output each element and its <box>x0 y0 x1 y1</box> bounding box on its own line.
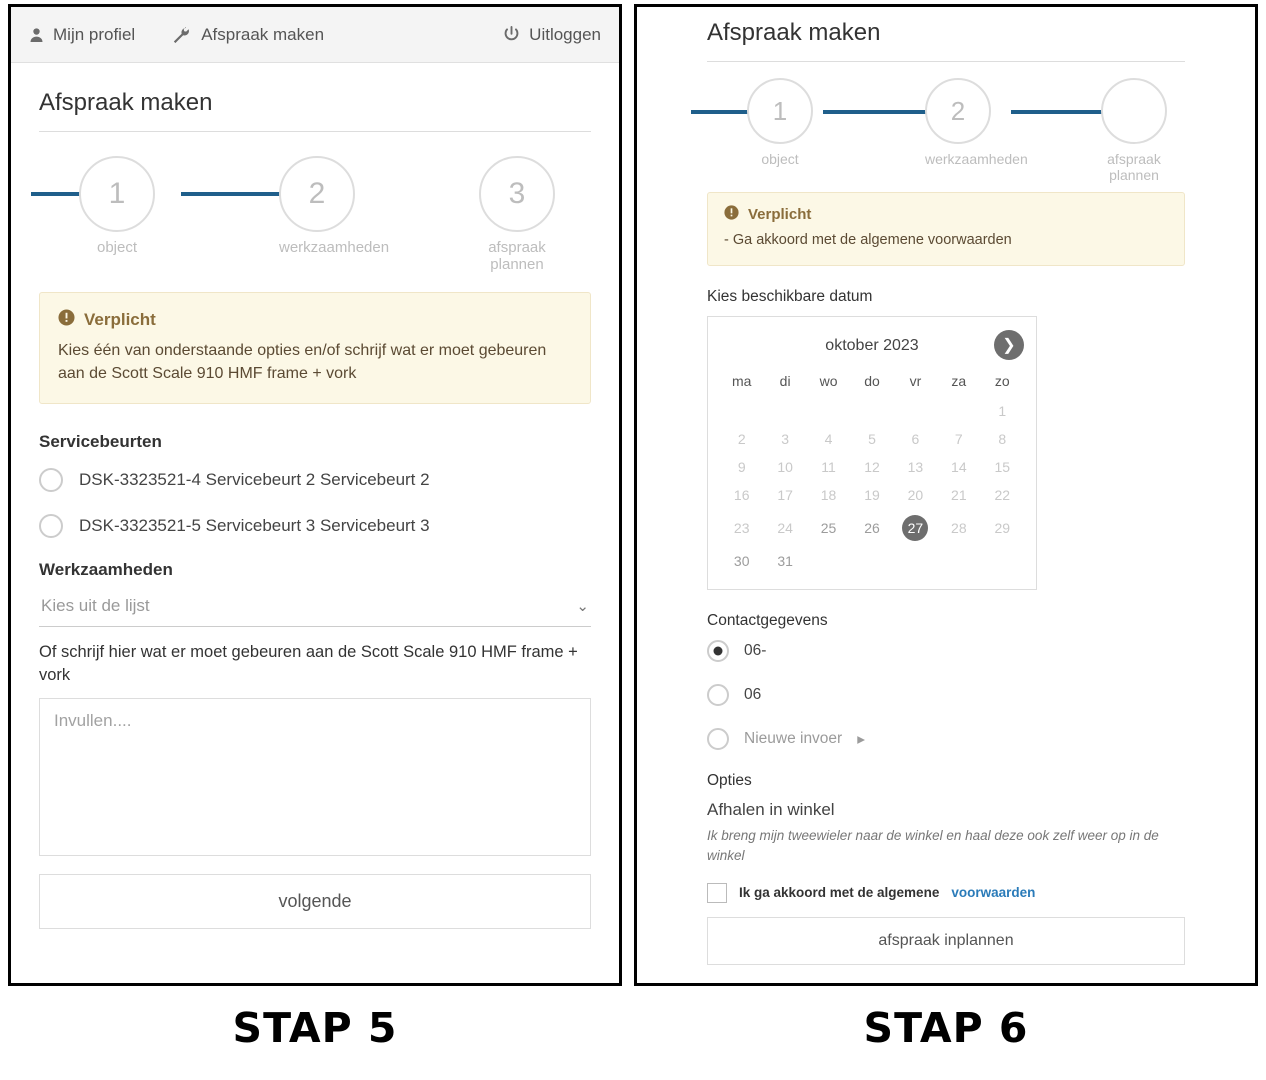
radio-icon[interactable] <box>39 468 63 492</box>
contact-option-1[interactable] <box>707 640 1185 662</box>
calendar-day <box>850 547 893 575</box>
weekday-do: do <box>864 373 880 390</box>
calendar-day: 9 <box>737 459 746 476</box>
calendar-weekday-row <box>720 365 1024 397</box>
contact-option-2-label: 06 <box>744 686 762 704</box>
calendar-day: 29 <box>994 520 1011 537</box>
calendar-day <box>894 397 937 425</box>
calendar-day-available[interactable]: 30 <box>733 553 750 570</box>
options-section-title: Opties <box>707 772 752 790</box>
calendar-day: 24 <box>777 520 793 537</box>
service-option-1-label: DSK-3323521-4 Servicebeurt 2 Servicebeurt 2 <box>79 470 430 490</box>
terms-text: Ik ga akkoord met de algemene <box>739 885 940 901</box>
contact-option-1-label: 06- <box>744 642 767 660</box>
calendar-day: 23 <box>733 520 750 537</box>
step-3-label: afspraak plannen <box>1107 151 1161 183</box>
nav-item-profile-label: Mijn profiel <box>53 24 136 44</box>
radio-icon[interactable] <box>707 728 729 750</box>
warning-icon <box>58 309 75 331</box>
free-text-label: Of schrijf hier wat er moet gebeuren aan de Scott Scale 910 HMF frame + vork <box>39 643 578 684</box>
chevron-down-icon: ⌄ <box>576 598 589 616</box>
calendar-day: 20 <box>907 487 924 504</box>
screenshot-panel-step5 <box>8 4 622 986</box>
calendar-week-row <box>720 509 1024 547</box>
calendar-day <box>937 547 980 575</box>
service-option-2-label: DSK-3323521-5 Servicebeurt 3 Servicebeurt 3 <box>79 516 430 536</box>
step-1[interactable] <box>747 78 813 167</box>
calendar-day: 6 <box>911 431 920 448</box>
calendar-day: 11 <box>821 459 836 476</box>
calendar-week-row <box>720 481 1024 509</box>
required-alert <box>39 292 591 404</box>
user-icon <box>29 27 44 43</box>
next-button[interactable]: volgende <box>39 874 591 929</box>
contact-option-new[interactable] <box>707 728 1185 750</box>
calendar-day <box>720 397 763 425</box>
calendar-day: 12 <box>864 459 880 476</box>
step-2-number: 2 <box>279 156 355 232</box>
calendar-day-available[interactable]: 25 <box>820 520 837 537</box>
calendar-week-row <box>720 453 1024 481</box>
required-alert-step6 <box>707 192 1185 266</box>
calendar-week-row <box>720 397 1024 425</box>
calendar-day: 17 <box>777 487 793 504</box>
calendar-day: 18 <box>820 487 837 504</box>
calendar-day: 10 <box>777 459 793 476</box>
calendar-day: 22 <box>994 487 1011 504</box>
progress-stepper <box>39 156 591 273</box>
terms-row[interactable] <box>707 883 1185 903</box>
calendar-day: 28 <box>951 520 967 537</box>
weekday-vr: vr <box>909 373 922 390</box>
chevron-right-icon[interactable]: ❯ <box>994 330 1024 360</box>
service-option-2[interactable] <box>39 514 591 538</box>
wrench-icon <box>173 27 192 43</box>
required-alert-body: Kies één van onderstaande opties en/of schrijf wat er moet gebeuren aan de Scott Scale 910 HMF frame + vork <box>58 342 547 383</box>
calendar-day: 14 <box>951 459 967 476</box>
top-navigation <box>11 7 619 63</box>
calendar-day <box>850 397 893 425</box>
option-pickup-title: Afhalen in winkel <box>707 800 835 820</box>
power-icon <box>503 26 520 43</box>
caption-step6: STAP 6 <box>863 1004 1029 1052</box>
required-alert-header <box>724 205 1168 224</box>
calendar-day: 2 <box>737 431 746 448</box>
nav-item-appointment[interactable] <box>173 25 324 45</box>
required-alert-title: Verplicht <box>748 206 812 223</box>
nav-item-logout[interactable] <box>503 25 601 45</box>
step-3[interactable] <box>479 156 555 273</box>
calendar-week-row <box>720 425 1024 453</box>
calendar-day-available[interactable]: 26 <box>864 520 880 537</box>
caption-step5: STAP 5 <box>232 1004 398 1052</box>
weekday-za: za <box>951 373 967 390</box>
calendar-day <box>807 547 850 575</box>
screenshot-panel-step6 <box>634 4 1258 986</box>
radio-icon[interactable] <box>707 684 729 706</box>
step-3-number: 3 <box>479 156 555 232</box>
page-title-step6: Afspraak maken <box>707 7 1185 62</box>
calendar-day: 21 <box>951 487 967 504</box>
calendar-day-selected[interactable] <box>894 509 937 547</box>
page-title: Afspraak maken <box>39 63 591 132</box>
required-alert-header <box>58 309 572 331</box>
chevron-right-icon: ▸ <box>857 730 865 748</box>
option-pickup-description: Ik breng mijn tweewieler naar de winkel en haal deze ook zelf weer op in de winkel <box>707 828 1159 864</box>
weekday-di: di <box>779 373 791 390</box>
free-text-area[interactable]: Invullen.... <box>39 698 591 856</box>
calendar-day: 7 <box>954 431 963 448</box>
step-1-label: object <box>96 239 138 256</box>
works-label: Werkzaamheden <box>39 560 173 580</box>
calendar-day <box>807 397 850 425</box>
contact-option-2[interactable] <box>707 684 1185 706</box>
calendar-week-row <box>720 547 1024 575</box>
main-content-step6 <box>637 7 1255 965</box>
radio-icon[interactable] <box>707 640 729 662</box>
contact-section-title: Contactgegevens <box>707 612 828 630</box>
required-alert-body: - Ga akkoord met de algemene voorwaarden <box>724 232 1012 248</box>
calendar-day: 1 <box>998 403 1007 420</box>
calendar-day-selected-number: 27 <box>902 515 928 541</box>
calendar-day: 19 <box>864 487 880 504</box>
step-2-label: werkzaamheden <box>279 239 390 256</box>
calendar-day <box>763 397 806 425</box>
step-1-number: 1 <box>747 78 813 144</box>
calendar-day: 3 <box>781 431 790 448</box>
warning-icon <box>724 205 739 224</box>
nav-item-logout-label: Uitloggen <box>529 24 601 44</box>
required-alert-title: Verplicht <box>84 310 156 329</box>
step-2-label: werkzaamheden <box>925 151 1028 167</box>
nav-item-profile[interactable] <box>29 25 135 45</box>
calendar-day <box>937 397 980 425</box>
calendar-day: 8 <box>998 431 1007 448</box>
progress-stepper-step6 <box>707 78 1185 183</box>
step-1-label: object <box>761 151 799 167</box>
calendar-day: 4 <box>824 431 833 448</box>
calendar-day: 5 <box>868 431 876 448</box>
calendar-header <box>720 327 1024 365</box>
service-option-1[interactable] <box>39 468 591 492</box>
works-select[interactable] <box>39 590 591 627</box>
step-3[interactable] <box>1101 78 1167 183</box>
calendar-day-available[interactable]: 31 <box>777 553 793 570</box>
checkbox-icon[interactable] <box>707 883 727 903</box>
calendar-day: 15 <box>994 459 1011 476</box>
contact-option-new-label: Nieuwe invoer <box>744 730 843 748</box>
nav-item-appointment-label: Afspraak maken <box>201 24 325 44</box>
step-3-number <box>1101 78 1167 144</box>
step-2[interactable] <box>925 78 1028 167</box>
works-select-value: Kies uit de lijst <box>41 596 150 616</box>
services-section-title: Servicebeurten <box>39 432 162 452</box>
main-content-step5 <box>11 63 619 929</box>
step-1[interactable] <box>79 156 155 256</box>
terms-link[interactable]: voorwaarden <box>951 885 1036 901</box>
radio-icon[interactable] <box>39 514 63 538</box>
weekday-wo: wo <box>819 373 838 390</box>
calendar-month-label: oktober 2023 <box>825 337 919 355</box>
calendar-day: 13 <box>907 459 924 476</box>
date-section-title: Kies beschikbare datum <box>707 288 873 306</box>
step-1-number: 1 <box>79 156 155 232</box>
step-2-number: 2 <box>925 78 991 144</box>
calendar-day: 16 <box>733 487 750 504</box>
step-3-label: afspraak plannen <box>488 239 546 273</box>
step-2[interactable] <box>279 156 390 256</box>
calendar-grid <box>720 365 1024 575</box>
calendar-day <box>894 547 937 575</box>
calendar-day <box>981 547 1024 575</box>
submit-appointment-button[interactable]: afspraak inplannen <box>707 917 1185 965</box>
weekday-ma: ma <box>731 373 752 390</box>
weekday-zo: zo <box>994 373 1010 390</box>
date-picker-calendar[interactable] <box>707 316 1037 590</box>
